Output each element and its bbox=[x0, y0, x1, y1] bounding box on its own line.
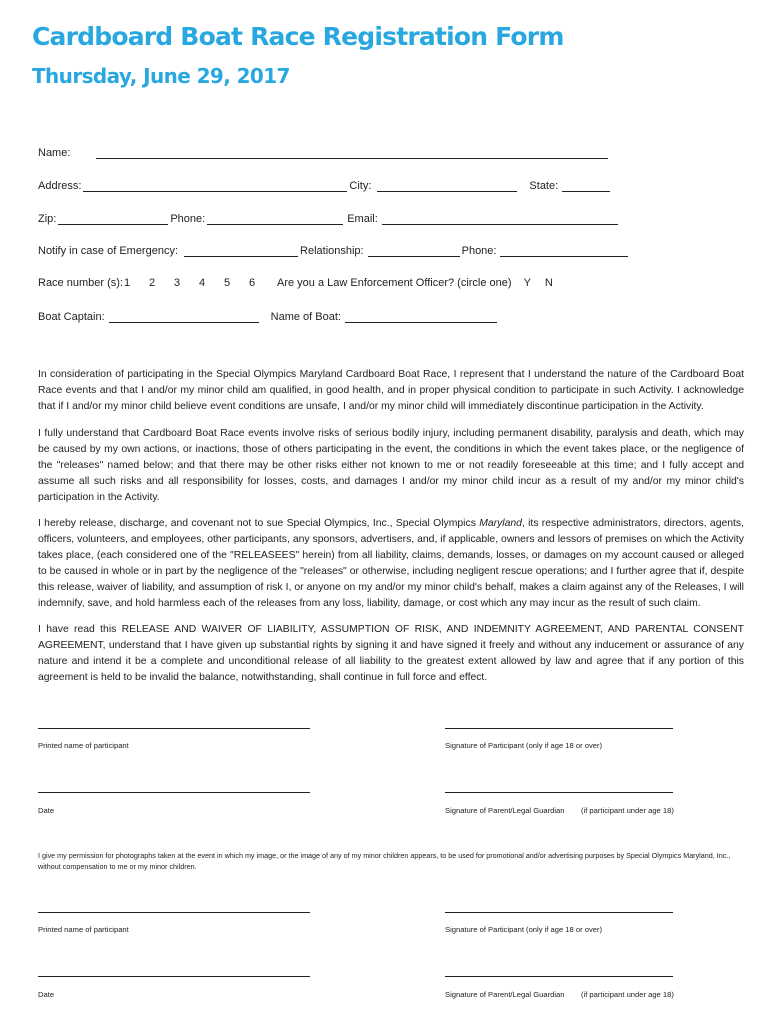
participant-signature-caption-1: Signature of Participant (only if age 18 or over) bbox=[445, 741, 603, 750]
under-18-caption-2: (if participant under age 18) bbox=[581, 990, 674, 999]
phone-field[interactable] bbox=[207, 212, 343, 225]
date-line-1[interactable] bbox=[38, 792, 310, 793]
boat-captain-field[interactable] bbox=[109, 310, 259, 323]
name-field[interactable] bbox=[96, 146, 608, 159]
waiver-paragraph-4: I have read this RELEASE AND WAIVER OF LIABILITY, ASSUMPTION OF RISK, AND INDEMNITY AGREEMENT, AND PARENTAL CONSENT AGREEMENT, understand that I have given up substantial rights by signing it and have signed it freely and without any inducement or assurance of any nature and intend it be a complete and unconditional release of all liability to the greatest extent allowed by law and agree that if any portion of this agreement is held to be invalid the balance, notwithstanding, shall continue in full force and effect. bbox=[38, 624, 744, 684]
date-line-2[interactable] bbox=[38, 976, 310, 977]
emergency-phone-field[interactable] bbox=[500, 244, 628, 257]
printed-name-line-2[interactable] bbox=[38, 912, 310, 913]
email-label: Email: bbox=[347, 213, 378, 225]
email-field[interactable] bbox=[382, 212, 618, 225]
emergency-row bbox=[38, 244, 630, 257]
guardian-signature-caption-2: Signature of Parent/Legal Guardian bbox=[445, 990, 565, 999]
relationship-label: Relationship: bbox=[300, 245, 364, 257]
event-date: Thursday, June 29, 2017 bbox=[32, 64, 290, 88]
race-option-4[interactable]: 4 bbox=[199, 277, 206, 289]
participant-signature-line-1[interactable] bbox=[445, 728, 673, 729]
race-option-5[interactable]: 5 bbox=[224, 277, 231, 289]
race-row bbox=[38, 277, 553, 289]
state-field[interactable] bbox=[562, 179, 610, 192]
zip-field[interactable] bbox=[58, 212, 168, 225]
printed-name-caption-1: Printed name of participant bbox=[38, 741, 129, 750]
state-label: State: bbox=[529, 180, 559, 192]
waiver-p3-maryland: Maryland bbox=[479, 518, 522, 529]
boat-captain-label: Boat Captain: bbox=[38, 311, 105, 323]
city-label: City: bbox=[349, 180, 372, 192]
participant-signature-line-2[interactable] bbox=[445, 912, 673, 913]
guardian-signature-line-1[interactable] bbox=[445, 792, 673, 793]
waiver-paragraph-3 bbox=[38, 516, 744, 613]
name-row bbox=[38, 146, 610, 159]
race-option-3[interactable]: 3 bbox=[174, 277, 181, 289]
waiver-paragraph-1: In consideration of participating in the Special Olympics Maryland Cardboard Boat Race, I represent that I understand the nature of the Cardboard Boat Race events and that I and/or my minor child am qualified, in good health, and in proper physical condition to participate in such Activity. I acknowledge that if I and/or my minor child believe event conditions are unsafe, I and/or my minor child will immediately discontinue participation in the Activity. bbox=[38, 369, 744, 413]
emergency-phone-label: Phone: bbox=[461, 245, 497, 257]
zip-row bbox=[38, 212, 620, 225]
printed-name-caption-2: Printed name of participant bbox=[38, 925, 129, 934]
phone-label: Phone: bbox=[170, 213, 206, 225]
guardian-signature-caption-1: Signature of Parent/Legal Guardian bbox=[445, 806, 565, 815]
participant-signature-caption-2: Signature of Participant (only if age 18 or over) bbox=[445, 925, 603, 934]
relationship-field[interactable] bbox=[368, 244, 460, 257]
under-18-caption-1: (if participant under age 18) bbox=[581, 806, 674, 815]
waiver-p3-end: , its respective administrators, directors, agents, officers, volunteers, and employees, other participants, any sponsors, advertisers, and, if applicable, owners and lessors of premises on which the Activity takes place, (each considered one of the "RELEASEES" herein) from all liability, claims, demands, losses, or damages on my account caused or alleged to be caused in whole or in part by the negligence of the "releases" or otherwise, including negligent rescue operations; and I further agree that if, despite this release, waiver of liability, and assumption of risk I, or anyone on my and/or my minor child's behalf, makes a claim against any of the Releases, I will indemnify, save, and hold harmless each of the releases from any loss, liability, damage, or cost which any may incur as the result of such claim. bbox=[38, 518, 744, 610]
guardian-signature-line-2[interactable] bbox=[445, 976, 673, 977]
race-option-6[interactable]: 6 bbox=[249, 277, 256, 289]
printed-name-line-1[interactable] bbox=[38, 728, 310, 729]
boat-name-field[interactable] bbox=[345, 310, 497, 323]
form-title: Cardboard Boat Race Registration Form bbox=[32, 22, 564, 51]
race-number-label: Race number (s): bbox=[38, 277, 123, 289]
emergency-field[interactable] bbox=[184, 244, 298, 257]
name-label: Name: bbox=[38, 147, 71, 159]
date-caption-1: Date bbox=[38, 806, 55, 815]
address-row bbox=[38, 179, 612, 192]
race-option-2[interactable]: 2 bbox=[149, 277, 156, 289]
zip-label: Zip: bbox=[38, 213, 57, 225]
law-enforcement-question: Are you a Law Enforcement Officer? (circle one) bbox=[277, 277, 512, 289]
city-field[interactable] bbox=[377, 179, 517, 192]
date-caption-2: Date bbox=[38, 990, 55, 999]
boat-row bbox=[38, 310, 499, 323]
waiver-p3-start: I hereby release, discharge, and covenant not to sue Special Olympics, Inc., Special Olympics bbox=[38, 518, 480, 529]
address-label: Address: bbox=[38, 180, 82, 192]
law-enforcement-no[interactable]: N bbox=[544, 277, 553, 289]
address-field[interactable] bbox=[83, 179, 347, 192]
boat-name-label: Name of Boat: bbox=[270, 311, 341, 323]
race-option-1[interactable]: 1 bbox=[124, 277, 131, 289]
photo-consent-text: I give my permission for photographs taken at the event in which my image, or the image of any of my minor children appears, to be used for promotional and/or advertising purposes by Special Olympics Maryland, Inc., without compensation to me or my minor children. bbox=[38, 851, 731, 871]
law-enforcement-yes[interactable]: Y bbox=[523, 277, 531, 289]
waiver-paragraph-2: I fully understand that Cardboard Boat Race events involve risks of serious bodily injury, including permanent disability, paralysis and death, which may be caused by my own actions, or inactions, those of others participating in the event, the conditions in which the event takes place, or the negligence of the "releases" named below; and that there may be other risks either not known to me or not readily foreseeable at this time; and I fully accept and assume all such risks and all responsibility for losses, costs, and damages I and/or my minor child incur as a result of my and/or my minor child's participation in the Activity. bbox=[38, 428, 744, 504]
emergency-label: Notify in case of Emergency: bbox=[38, 245, 179, 257]
